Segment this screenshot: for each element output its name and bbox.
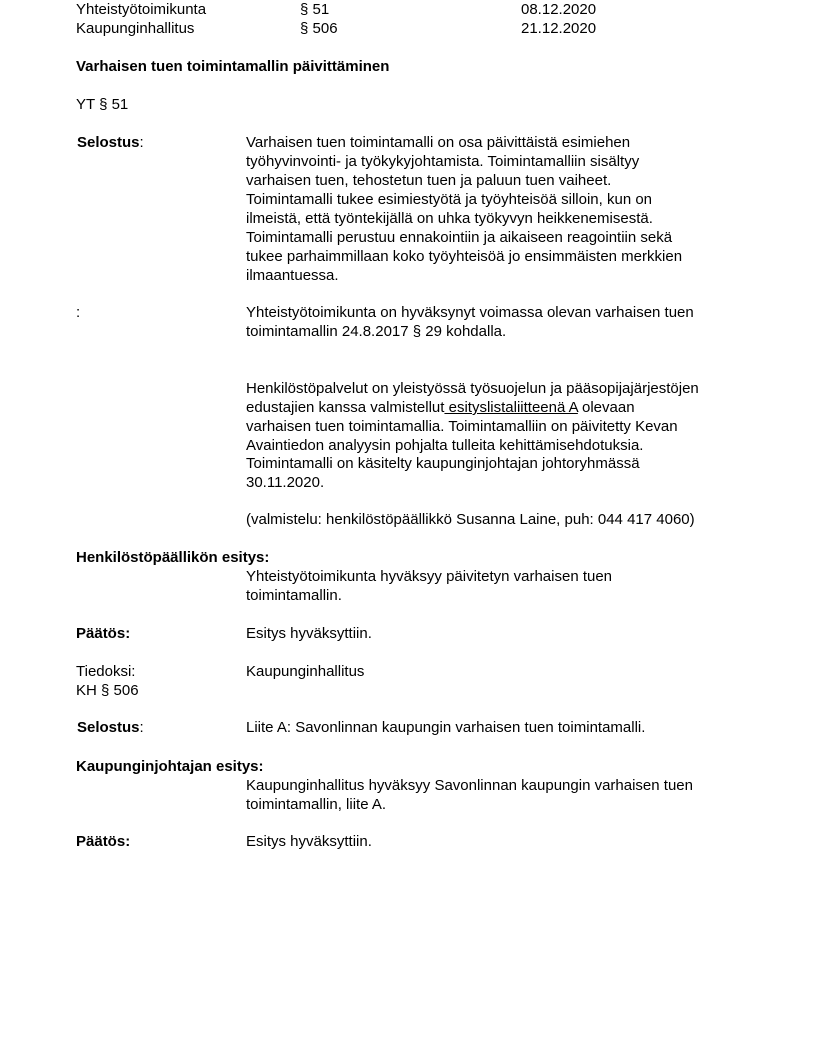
preparer-paragraph-block xyxy=(246,510,746,529)
decision-text-block-2 xyxy=(246,832,746,851)
for-information-text: Kaupunginhallitus xyxy=(246,663,365,680)
selostus-text-block-2 xyxy=(246,718,746,737)
decision-text-2: Esitys hyväksyttiin. xyxy=(246,833,372,850)
selostus-text xyxy=(246,133,746,285)
decision-text-block-1 xyxy=(246,624,746,643)
attachment-a-link[interactable]: esityslistaliitteenä A xyxy=(444,399,578,416)
kh-reference: KH § 506 xyxy=(76,682,139,699)
selostus-label-text: Selostus xyxy=(77,134,140,151)
history-paragraph: Yhteistyötoimikunta on hyväksynyt voimassa olevan varhaisen tuen toimintamallin 24.8.2017 § 29 kohdalla. xyxy=(246,304,694,340)
selostus-text-2: Liite A: Savonlinnan kaupungin varhaisen tuen toimintamalli. xyxy=(246,719,646,736)
header-date-2: 21.12.2020 xyxy=(521,20,597,37)
preparer-paragraph: (valmistelu: henkilöstöpäällikkö Susanna Laine, puh: 044 417 4060) xyxy=(246,511,695,528)
for-information-label: Tiedoksi: xyxy=(76,663,136,680)
review-paragraph-block xyxy=(246,454,746,492)
selostus-label-2-text: Selostus xyxy=(77,719,140,736)
preparation-text-before: Henkilöstöpalvelut on yleistyössä työsuojelun ja pääsopijajärjestöjen edustajien kanssa valmistellut xyxy=(246,380,699,416)
for-information-block xyxy=(246,662,746,681)
hr-manager-proposal-text: Yhteistyötoimikunta hyväksyy päivitetyn varhaisen tuen toimintamallin. xyxy=(246,568,613,604)
hr-manager-proposal-block xyxy=(246,567,746,605)
mayor-proposal-label: Kaupunginjohtajan esitys: xyxy=(76,758,264,775)
selostus-label-colon: : xyxy=(139,134,144,151)
hr-manager-proposal-label: Henkilöstöpäällikön esitys: xyxy=(76,549,270,566)
header-date-1: 08.12.2020 xyxy=(521,1,597,18)
header-section-1: § 51 xyxy=(300,1,330,18)
preparation-paragraph xyxy=(246,379,746,455)
header-body-1: Yhteistyötoimikunta xyxy=(76,1,207,18)
yt-reference: YT § 51 xyxy=(76,96,129,113)
decision-label-2: Päätös: xyxy=(76,833,131,850)
mayor-proposal-block xyxy=(246,776,746,814)
header-section-2: § 506 xyxy=(300,20,338,37)
decision-label-1: Päätös: xyxy=(76,625,131,642)
decision-text-1: Esitys hyväksyttiin. xyxy=(246,625,372,642)
history-paragraph-block xyxy=(246,303,746,341)
document-title: Varhaisen tuen toimintamallin päivittäminen xyxy=(76,58,390,75)
preparation-text-after: olevaan varhaisen tuen toimintamallia. Toimintamalliin on päivitetty Kevan Avaintiedon analyysin pohjalta tulleita kehittämisehdotuksia. xyxy=(246,399,678,454)
review-paragraph: Toimintamalli on käsitelty kaupunginjohtajan johtoryhmässä 30.11.2020. xyxy=(246,455,640,491)
preparation-paragraph-block xyxy=(246,379,746,455)
selostus-label-2 xyxy=(77,718,144,737)
selostus-label xyxy=(77,133,144,152)
mayor-proposal-text: Kaupunginhallitus hyväksyy Savonlinnan kaupungin varhaisen tuen toimintamallin, liite A. xyxy=(246,777,693,813)
unlabeled-colon: : xyxy=(76,304,81,321)
header-body-2: Kaupunginhallitus xyxy=(76,20,195,37)
selostus-label-2-colon: : xyxy=(139,719,144,736)
selostus-paragraph: Varhaisen tuen toimintamalli on osa päivittäistä esimiehen työhyvinvointi- ja työkykyjohtamista. Toimintamalliin sisältyy varhaisen tuen, tehostetun tuen ja paluun tuen vaiheet. Toimintamalli tukee esimiestyötä ja työyhteisöä silloin, kun on ilmeistä, että työntekijällä on uhka työkyvyn heikkenemisestä. Toimintamalli perustuu ennakointiin ja aikaiseen reagointiin sekä tukee parhaimmillaan koko työyhteisöä jo ensimmäisten merkkien ilmaantuessa. xyxy=(246,134,683,284)
